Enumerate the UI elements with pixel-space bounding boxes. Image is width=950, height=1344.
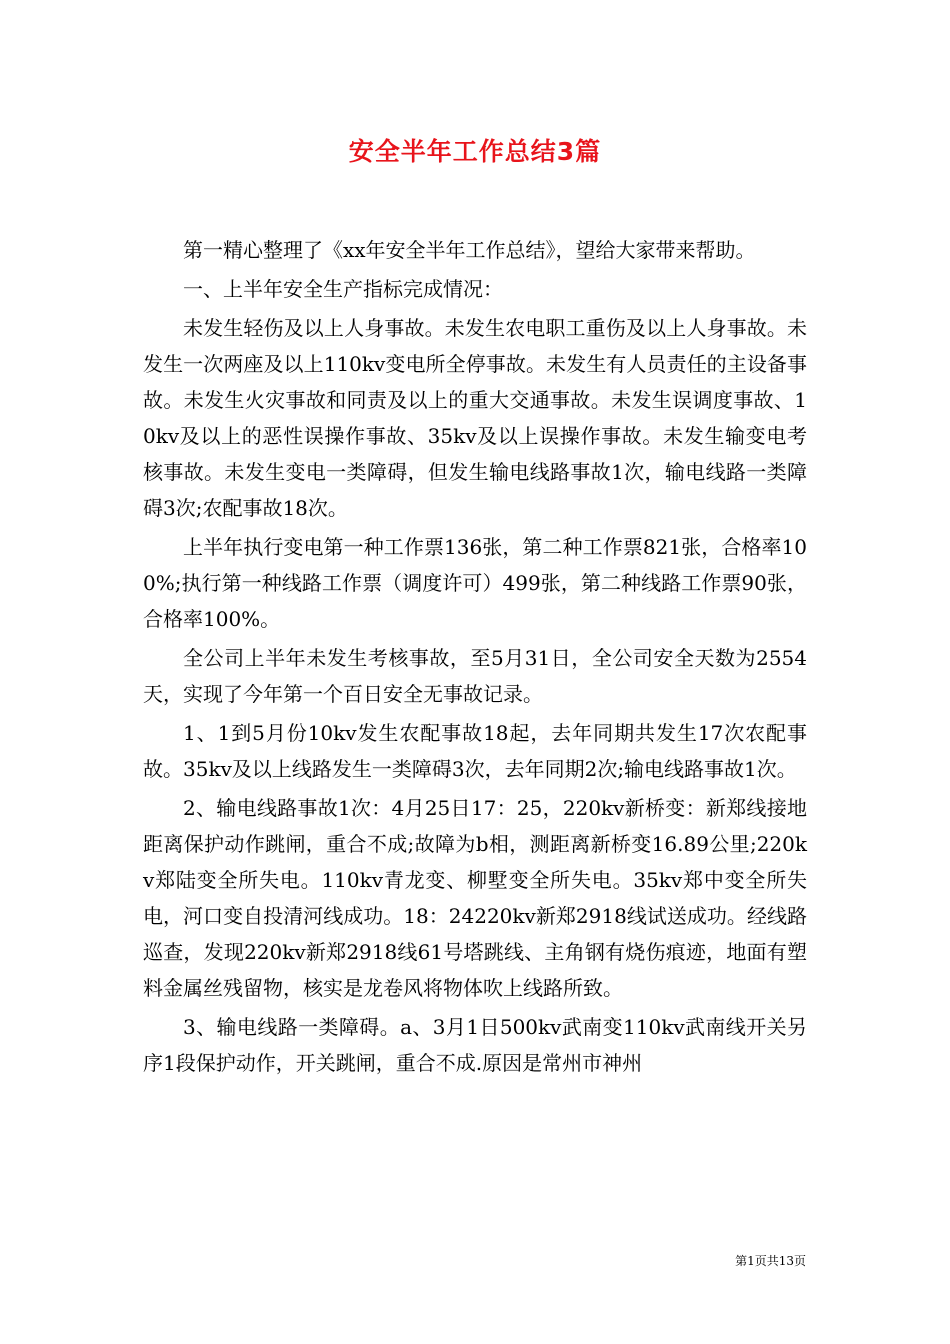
document-title: 安全半年工作总结3篇 xyxy=(348,137,602,166)
document-body xyxy=(143,232,807,1081)
paragraph-work-tickets: 上半年执行变电第一种工作票136张，第二种工作票821张，合格率100%;执行第一种线路工作票（调度许可）499张，第二种线路工作票90张，合格率100%。 xyxy=(143,535,807,631)
paragraph-intro: 第一精心整理了《xx年安全半年工作总结》，望给大家带来帮助。 xyxy=(183,238,756,262)
paragraph-item-3: 3、输电线路一类障碍。a、3月1日500kv武南变110kv武南线开关另序1段保护动作，开关跳闸，重合不成.原因是常州市神州 xyxy=(143,1015,807,1075)
paragraph-item-1: 1、1到5月份10kv发生农配事故18起，去年同期共发生17次农配事故。35kv及以上线路发生一类障碍3次，去年同期2次;输电线路事故1次。 xyxy=(143,721,807,781)
paragraph-section-heading: 一、上半年安全生产指标完成情况： xyxy=(183,277,503,301)
page-footer: 第1页共13页 xyxy=(735,1254,806,1268)
paragraph-accidents: 未发生轻伤及以上人身事故。未发生农电职工重伤及以上人身事故。未发生一次两座及以上110kv变电所全停事故。未发生有人员责任的主设备事故。未发生火灾事故和同责及以上的重大交通事故。未发生误调度事故、10kv及以上的恶性误操作事故、35kv及以上误操作事故。未发生输变电考核事故。未发生变电一类障碍，但发生输电线路事故1次，输电线路一类障碍3次;农配事故18次。 xyxy=(143,316,807,520)
paragraph-item-2: 2、输电线路事故1次：4月25日17：25，220kv新桥变：新郑线接地距离保护动作跳闸，重合不成;故障为b相，测距离新桥变16.89公里;220kv郑陆变全所失电。110kv青龙变、柳墅变全所失电。35kv郑中变全所失电，河口变自投清河线成功。18：24220kv新郑2918线试送成功。经线路巡查，发现220kv新郑2918线61号塔跳线、主角钢有烧伤痕迹，地面有塑料金属丝残留物，核实是龙卷风将物体吹上线路所致。 xyxy=(143,796,807,1000)
paragraph-safety-days: 全公司上半年未发生考核事故，至5月31日，全公司安全天数为2554天，实现了今年第一个百日安全无事故记录。 xyxy=(143,646,807,706)
